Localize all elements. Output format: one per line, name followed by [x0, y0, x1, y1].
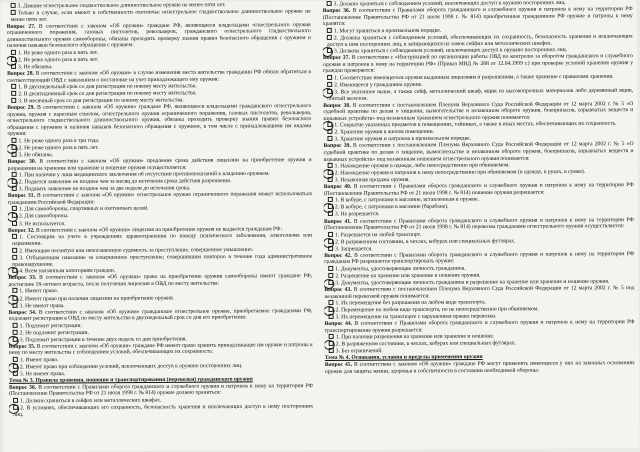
question-body: В соответствии с законом «Об оружии» в случае изменения места жительства гражданин РФ обязан обратиться в соответствующий ОВД с заявлением о постановке на учет принадлежащего ему оружия:	[7, 69, 312, 84]
answer-option	[323, 87, 633, 102]
answer-text: 2. Подается заявление не позднее чем за месяц до истечения срока действия разрешения.	[18, 178, 232, 186]
answer-text: 1. Имеют право.	[19, 357, 59, 364]
question-number: Вопрос 31.	[7, 193, 36, 200]
answer-text: 1. В кобуре, с патронами в магазине, вставленным в оружие.	[334, 196, 479, 204]
answer-option	[7, 8, 311, 23]
checkbox-mark[interactable]	[329, 334, 334, 339]
answer-text: 2. В кобуре, с патронами в магазине (барабане).	[334, 204, 449, 211]
question-body: В соответствии с постановлением Пленума Верховного Суда Российской Федерации от 12 марта 2002 г. № 5 «О судебной практике по делам о хищении, вымогательстве и незаконном обороте оружия, боеприпасов, взрывчатых веществ и взрывных устройств» под незаконным ношением огнестрельного оружия понимается:	[323, 141, 634, 163]
question-text	[323, 142, 633, 164]
checkbox-mark[interactable]	[328, 163, 333, 168]
answer-text: 4. Всем указанным категориям граждан.	[19, 268, 116, 275]
answer-text: 2. Хранение оружия в жилом помещении.	[334, 129, 434, 136]
answer-text: 3. Должны храниться с соблюдением условий, исключающих доступ к оружию посторонних лиц.	[333, 47, 568, 55]
checkbox-mark[interactable]	[327, 75, 332, 80]
checkbox-mark[interactable]	[12, 172, 17, 177]
checkbox-mark[interactable]	[11, 84, 16, 89]
answer-text: 3. Не разрешается.	[334, 211, 380, 218]
answer-text: 3. Незаконная продажа оружия.	[334, 177, 410, 184]
answer-text: 1. Не реже одного раза в пять лет.	[17, 49, 99, 57]
answer-text: Только в случае, если имеют в собственности охотничье огнестрельное гладкоствольное длинноствольное оружие не менее пяти лет.	[10, 8, 311, 23]
question-body: В соответствии с Правилами оборота гражданского и служебного оружия и патронов к нему на территории РФ транспортирование оружия разрешается:	[324, 319, 635, 334]
checkbox-mark[interactable]	[13, 371, 18, 376]
question-text	[323, 101, 633, 123]
answer-text: 3. Не имеют права.	[19, 302, 65, 309]
question-number: Вопрос 36.	[322, 7, 351, 15]
checkbox-mark[interactable]	[328, 197, 333, 202]
right-column	[323, 0, 636, 450]
checkbox-mark[interactable]	[328, 177, 333, 182]
checkbox-mark[interactable]	[328, 211, 333, 216]
answer-text: 1. Их перемещение без разрешения на любом виде транспорта.	[335, 299, 487, 307]
answer-text: 1. Не реже одного раза в три года.	[18, 137, 100, 145]
question-number: Вопрос 34.	[8, 309, 37, 316]
topic-heading: Тема № 3. Правила хранения, ношения и транспортирования (перевозки) гражданского оружия	[8, 376, 253, 384]
checkbox-mark[interactable]	[12, 220, 17, 225]
checkbox-mark[interactable]	[327, 82, 332, 87]
answer-text: 2. Нахождение оружия и патронов к нему непосредственно при обвиняемом (в одежде, в руках, в сумке).	[334, 169, 586, 177]
checkbox-mark[interactable]	[12, 255, 17, 260]
checkbox-mark[interactable]	[329, 348, 334, 353]
question-number: Вопрос 42.	[324, 252, 352, 259]
answer-text: 1. Соответствие имеющегося оружия выданным лицензиям и разрешениям, а также хранение с правилами хранения.	[334, 73, 614, 82]
question-number: Вопрос 27.	[6, 23, 36, 30]
checkbox-mark[interactable]	[12, 248, 17, 253]
question-body: В соответствии с законом «Об оружии» лицензия на приобретение оружия не выдается гражданам РФ:	[35, 225, 283, 234]
answer-text: 1. Разрешается на любой транспорт.	[335, 231, 422, 239]
answer-text: 3. Не используется.	[18, 220, 66, 227]
checkbox-mark[interactable]	[327, 28, 332, 33]
answer-text: 3. Все указанное выше, а также сейф, металлический шкаф, ящик из высокопрочных материалов либо деревянный ящик, обитый железом.	[327, 87, 634, 103]
selected-answer-circle	[8, 336, 19, 346]
answer-text: 3. Их перемещение на транспорте с нарушением правил перевозки.	[335, 313, 497, 321]
question-number: Вопрос 41.	[323, 218, 352, 225]
answer-text: 1. Для самообороны, спортивных и охотничьих целей.	[18, 205, 149, 213]
answer-text: 1. Сокрытие указанных предметов в помещениях, тайниках, а также в иных местах, обеспечивающих их сохранность.	[334, 121, 617, 129]
question-body: В соответствии с Правилами оборота гражданского и служебного оружия и патронов к нему на территории РФ гражданам РФ разрешается транспортировать оружие:	[324, 250, 635, 266]
answer-text: 2. Не реже одного раза в пять лет.	[17, 56, 99, 64]
question-body: В соответствии с Правилами оборота гражданского и служебного оружия и патронов к нему на территории РФ (Постановление Правительства РФ от 21 июля 1998 г. № 814) приобретенные гражданином РФ оружие и патроны к нему хранятся:	[322, 6, 633, 28]
answer-text: 3. Документы, удостоверяющие личность гражданина и разрешение на хранение или хранение и ношение оружия.	[335, 278, 610, 287]
answer-text: 2. В разряженном состоянии, в чехлах, кобурах или специальных футлярах.	[335, 340, 516, 348]
question-body: В соответствии с «Инструкцией по организации работы ОВД по контролю за оборотом гражданского и служебного оружия и патронов к нему на территории РФ» (Приказ МВД № 288 от 12.04.1999 г.) при проверке условий хранения оружия у граждан проверяется:	[323, 53, 634, 75]
checkbox-mark[interactable]	[12, 302, 17, 307]
answer-text: 1. Подлежит регистрации.	[19, 322, 82, 330]
question-number: Вопрос 29.	[7, 104, 35, 112]
topic-heading: Тема № 4. Основания, условия и пределы применения оружия	[324, 354, 483, 362]
question-number: Вопрос 40.	[323, 184, 352, 191]
question-number: Вопрос 33.	[8, 275, 37, 282]
question-number: Вопрос 36.	[8, 384, 37, 391]
checkbox-mark[interactable]	[11, 50, 16, 55]
answer-text: 3. В месячный срок со дня регистрации по новому месту жительства.	[18, 97, 184, 105]
answer-text: 2. В разряженном состоянии, в чехлах, кобурах или специальных футлярах.	[335, 237, 516, 246]
left-column	[7, 1, 314, 452]
checkbox-mark[interactable]	[328, 266, 333, 271]
checkbox-mark[interactable]	[11, 64, 16, 69]
checkbox-mark[interactable]	[11, 98, 16, 103]
answer-text: 2. Имеют право при соблюдении условий, исключающих доступ к оружию посторонних лиц.	[19, 362, 243, 371]
checkbox-mark[interactable]	[11, 3, 16, 8]
checkbox-mark[interactable]	[328, 246, 333, 251]
answer-text: 2. В условиях, обеспечивающих его сохранность, безопасность хранения и исключающих доступ к нему посторонних лиц.	[13, 403, 314, 418]
answer-text: 1. В двухнедельный срок со дня регистрации по новому месту жительства.	[18, 83, 197, 91]
question-body: В соответствии с законом «Об оружии» граждане РФ имеют право хранить принадлежащее им оружие и патроны к нему по месту жительства с соблюдением условий, обеспечивающих их сохранность:	[8, 341, 313, 357]
answer-text: 1. Могут храниться в произвольном порядке.	[333, 27, 442, 35]
question-number: Вопрос 30.	[7, 158, 37, 165]
checkbox-mark[interactable]	[329, 314, 334, 319]
checkbox-mark[interactable]	[12, 288, 17, 293]
checkbox-mark[interactable]	[12, 152, 17, 157]
checkbox-mark[interactable]	[13, 330, 18, 335]
answer-text: 1. Должно храниться в сейфах или металлических шкафах.	[20, 397, 162, 405]
question-body: В соответствии с Правилами оборота гражданского и служебного оружия и патронов к нему на территории РФ (Постановление Правительства РФ от 21 июля 1998 г. № 814) ношение оружия разрешается:	[323, 182, 634, 197]
answer-text: 1. При наличии у лица медицинского заключения об отсутствии противопоказаний к владению оружием.	[18, 170, 270, 179]
answer-text: 3. Подлежит регистрации в течение двух недель со дня приобретения.	[19, 336, 187, 344]
checkbox-mark[interactable]	[11, 91, 16, 96]
checkbox-mark[interactable]	[328, 300, 333, 305]
answer-text: 1. Имеют право.	[19, 288, 59, 295]
checkbox-mark[interactable]	[12, 206, 17, 211]
checkbox-mark[interactable]	[12, 186, 17, 191]
question-body: В соответствии с Правилами оборота гражданского и служебного оружия и патронов к нему на территории РФ (Постановление Правительства РФ от 21 июля 1998 г. № 814) перевозка гражданами огнестрельного оружия осуществляется:	[323, 216, 634, 232]
question-text	[323, 53, 633, 75]
question-body: В соответствии с постановлением Пленума Верховного Суда Российской Федерации от 12 марта 2002 г. № 5 под незаконной перевозкой оружия понимается:	[324, 285, 635, 300]
checkbox-mark[interactable]	[328, 273, 333, 278]
question-body: В соответствии с постановлением Пленума Верховного Суда Российской Федерации от 12 марта 2002 г. № 5 «О судебной практике по делам о хищении, вымогательстве и незаконном обороте оружия, боеприпасов, взрывчатых веществ и взрывных устройств» под незаконным хранением огнестрельного оружия понимается:	[323, 100, 634, 122]
answer-text: 1. Состоящим на учете в учреждениях здравоохранения по поводу психического заболевания, алкоголизма или наркомании.	[12, 232, 313, 248]
question-number: Вопрос 44.	[324, 321, 353, 328]
checkbox-mark[interactable]	[327, 129, 332, 134]
answer-text: 3. Давшие огнестрельное гладкоствольное длинноствольное оружие не менее пяти лет.	[17, 2, 226, 10]
answer-text: 3. Подавать заявление не позднее чем за две недели до истечения срока.	[18, 185, 191, 193]
question-body: В соответствии с законом «Об оружии» право на приобретение оружия самообороны имеют граждане РФ, достигшие 18-летнего возраста, после получения лицензии в ОВД по месту жительства:	[8, 273, 313, 288]
question-text	[325, 360, 635, 375]
answer-text: 1. Документы, удостоверяющие личность гражданина.	[335, 265, 466, 273]
question-number: Вопрос 32.	[8, 227, 35, 234]
answer-text: 2. Разрешение на хранение или хранение и ношение оружия.	[335, 272, 481, 280]
answer-text: 3. Запрещается.	[335, 245, 373, 253]
checkbox-mark[interactable]	[13, 323, 18, 328]
answer-text: 2. Перемещение на любом виде транспорта, но не непосредственно при обвиняемом.	[335, 306, 539, 314]
checkbox-mark[interactable]	[327, 136, 332, 141]
checkbox-mark[interactable]	[11, 138, 16, 143]
question-text	[323, 6, 633, 28]
answer-text: 3. Без ограничений.	[335, 348, 383, 355]
answer-text: 2. Не реже одного раза в пять лет.	[18, 144, 99, 152]
answer-text: 2. Имеющим неснятую или непогашенную судимость за преступление, совершенное умышленно.	[19, 246, 254, 255]
checkbox-mark[interactable]	[13, 357, 18, 362]
question-body: В соответствии с законом «Об оружии» огнестрельное оружие ограниченного поражения может использоваться гражданами Российской Федерации:	[7, 191, 312, 206]
answer-text: 2. Должны храниться с соблюдением условий, обеспечивающих их сохранность, безопасность хранения и исключающих доступ к ним посторонних лиц, в запирающихся на замок сейфах или металлических шкафах.	[326, 33, 633, 48]
question-number: Вопрос 38.	[323, 102, 351, 109]
question-number: Вопрос 45.	[324, 361, 352, 368]
question-text	[7, 22, 311, 50]
question-number: Вопрос 37.	[322, 55, 350, 62]
checkbox-mark[interactable]	[327, 35, 332, 40]
checkbox-mark[interactable]	[13, 398, 18, 403]
question-text	[7, 103, 311, 138]
question-body: В соответствии с законом «Об оружии» граждане РФ, являющиеся владельцами огнестрельного оружия ограниченного поражения, газовых пистолетов, револьверов, гражданского огнестрельного гладкоствольного длинноствольного оружия самообороны, обязаны проходить проверку знания правил безопасного обращения с оружием и наличия навыков безопасного обращения с оружием:	[6, 21, 311, 50]
question-body: В соответствии с законом «Об оружии» продление срока действия лицензии на приобретение оружия и разрешения на хранение или хранение и ношение оружия осуществляется:	[7, 157, 312, 172]
checkbox-mark[interactable]	[11, 10, 16, 15]
answer-text: 2. Имеющееся у гражданина оружие.	[334, 81, 423, 89]
question-body: В соответствии с законом «Об оружии» гражданское огнестрельное оружие, приобретаемое гражданами РФ, подлежит регистрации в ОВД по месту жительства в двухнедельный срок со дня его приобретения:	[8, 307, 313, 323]
question-number: Вопрос 43.	[324, 286, 352, 293]
answer-text: 3. Отбывающим наказание за совершенное преступление; совершившим повторно в течение года административное правонарушение.	[12, 253, 313, 268]
answer-text: 2. Не подлежит регистрации.	[19, 329, 89, 337]
checkbox-mark[interactable]	[12, 234, 17, 239]
answer-text: 3. Не обязаны.	[18, 64, 53, 71]
checkbox-mark[interactable]	[328, 232, 333, 237]
checkbox-mark[interactable]	[327, 1, 332, 6]
answer-option	[9, 403, 313, 418]
question-body: В соответствии с Правилами оборота гражданского и служебного оружия и патронов к нему на территории РФ (Постановление Правительства РФ от 21 июля 1998 г. № 814) оружие должно храниться:	[9, 382, 313, 398]
answer-text: 2. Имеют право при наличии лицензии на приобретение оружия.	[19, 294, 175, 302]
answer-text: 2. Для самообороны.	[18, 213, 69, 220]
document-page	[1, 0, 640, 452]
question-body: В соответствии с законом «Об оружии» граждане РФ могут применять имеющееся у них на законных основаниях оружие для защиты жизни, здоровья и собственности в состоянии необходимой обороны:	[324, 360, 635, 375]
answer-text: 1. При наличии разрешения на хранение или хранение и ношение.	[335, 333, 495, 341]
question-number: Вопрос 35.	[8, 343, 36, 350]
answer-text: 3. Должно храниться с соблюдением условий, исключающих доступ к оружию посторонних лиц.	[333, 0, 566, 8]
selected-answer-circle	[8, 404, 19, 414]
question-number: Вопрос 39.	[323, 143, 351, 150]
answer-text: 1. Нахождение оружия в одежде, либо непосредственно при обвиняемом.	[334, 162, 510, 170]
answer-text: 3. Не имеют права.	[19, 371, 66, 378]
question-number: Вопрос 28.	[7, 70, 34, 77]
selected-answer-circle	[323, 279, 334, 289]
question-body: В соответствии с законом «Об оружии» граждане РФ, являющиеся владельцами гражданского огнестрельного оружия, оружия с нарезным стволом, огнестрельного оружия ограниченного поражения, газовых пистолетов, револьверов, огнестрельного гладкоствольного длинноствольного оружия, обязаны проходить проверку знания правил безопасного обращения с оружием и наличия навыков безопасного обращения с оружием, в том числе с принадлежащими им видами оружия:	[7, 103, 312, 138]
answer-text: 2. В десятидневный срок со дня регистрации по новому месту жительства.	[18, 90, 197, 98]
answer-text: 3. Хранение оружия и патронов в произвольном порядке.	[334, 136, 472, 143]
answer-text: 3. Не обязаны.	[18, 152, 54, 159]
